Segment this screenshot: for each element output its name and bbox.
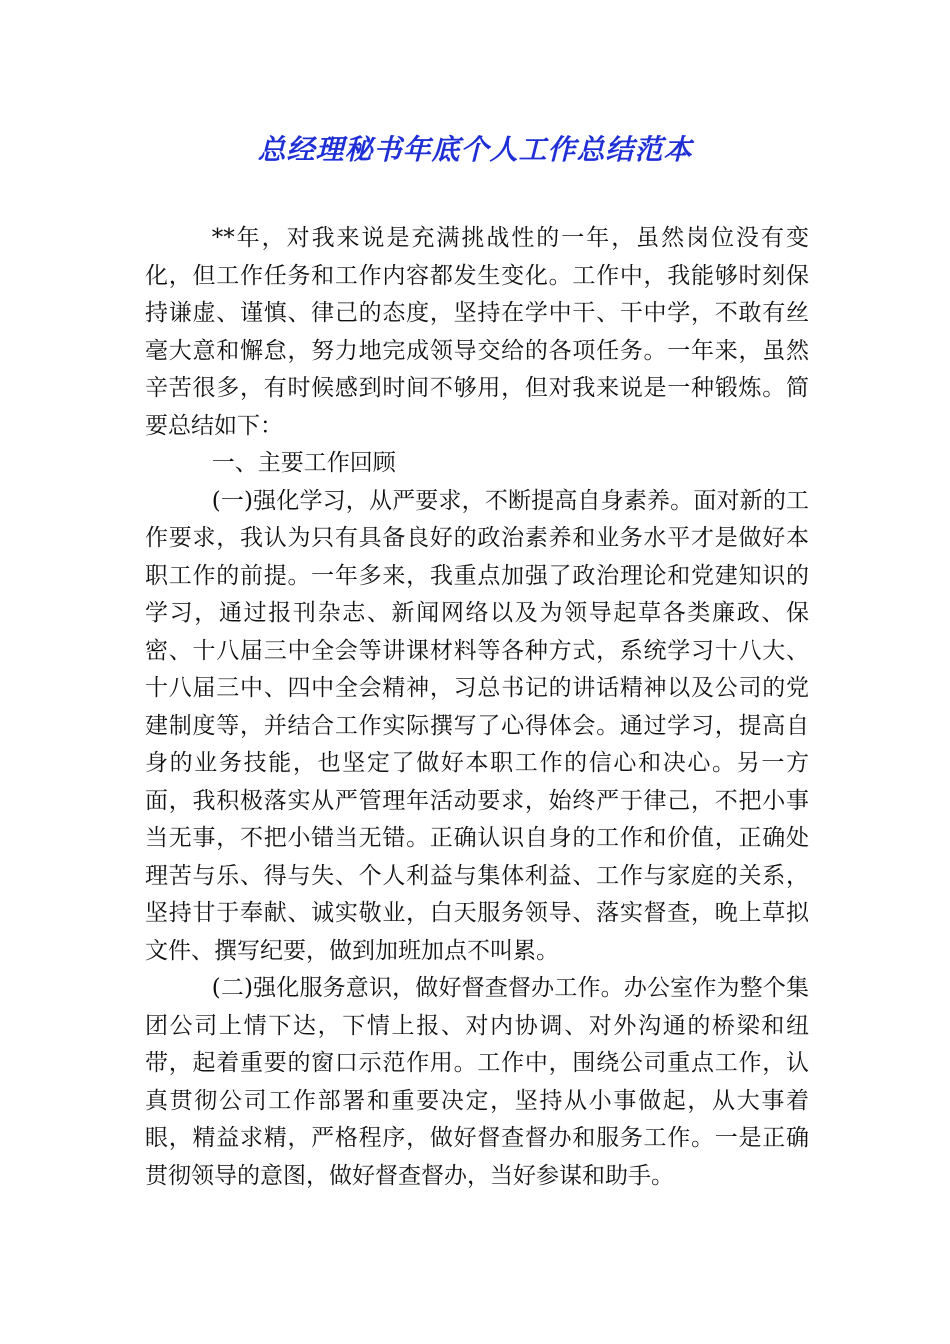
paragraph-study: (一)强化学习，从严要求，不断提高自身素养。面对新的工作要求，我认为只有具备良好的政治素养和业务水平才是做好本职工作的前提。一年多来，我重点加强了政治理论和党建知识的学习，通过报刊杂志、新闻网络以及为领导起草各类廉政、保密、十八届三中全会等讲课材料等各种方式，系统学习十八大、十八届三中、四中全会精神，习总书记的讲话精神以及公司的党建制度等，并结合工作实际撰写了心得体会。通过学习，提高自身的业务技能，也坚定了做好本职工作的信心和决心。另一方面，我积极落实从严管理年活动要求，始终严于律己，不把小事当无事，不把小错当无错。正确认识自身的工作和价值，正确处理苦与乐、得与失、个人利益与集体利益、工作与家庭的关系，坚持甘于奉献、诚实敬业，白天服务领导、落实督查，晚上草拟文件、撰写纪要，做到加班加点不叫累。 xyxy=(145,487,809,964)
document-body xyxy=(145,220,809,1195)
section-heading: 一、主要工作回顾 xyxy=(211,450,396,476)
paragraph-intro: **年，对我来说是充满挑战性的一年，虽然岗位没有变化，但工作任务和工作内容都发生变化。工作中，我能够时刻保持谦虚、谨慎、律己的态度，坚持在学中干、干中学，不敢有丝毫大意和懈怠，努力地完成领导交给的各项任务。一年来，虽然辛苦很多，有时候感到时间不够用，但对我来说是一种锻炼。简要总结如下： xyxy=(145,225,809,439)
paragraph-service: (二)强化服务意识，做好督查督办工作。办公室作为整个集团公司上情下达，下情上报、对内协调、对外沟通的桥梁和纽带，起着重要的窗口示范作用。工作中，围绕公司重点工作，认真贯彻公司工作部署和重要决定，坚持从小事做起，从大事着眼，精益求精，严格程序，做好督查督办和服务工作。一是正确贯彻领导的意图，做好督查督办，当好参谋和助手。 xyxy=(145,975,809,1189)
document-title: 总经理秘书年底个人工作总结范本 xyxy=(257,133,693,166)
